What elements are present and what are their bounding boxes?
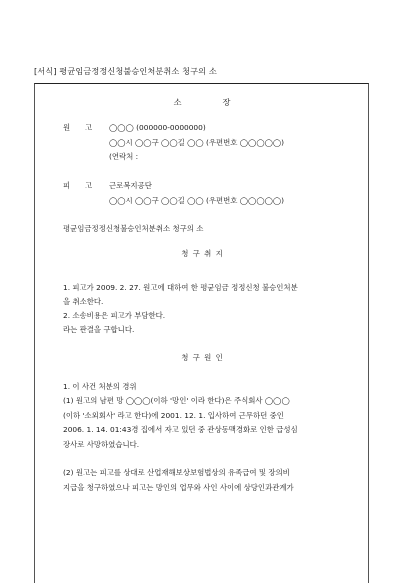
complaint-document: [34, 83, 369, 583]
title-left: 소: [173, 97, 183, 107]
claim-line-2: 을 취소한다.: [63, 297, 104, 306]
claim-line-3: 2. 소송비용은 피고가 부담한다.: [63, 311, 166, 320]
title-right: 장: [222, 97, 232, 107]
claim-line-1: 1. 피고가 2009. 2. 27. 원고에 대하여 한 평균임금 정정신청 불승인처분: [63, 283, 298, 292]
cause-para2-line-2: 지급을 청구하였으나 피고는 망인의 업무와 사인 사이에 상당인과관계가: [63, 483, 294, 492]
case-name: 평균임금정정신청불승인처분취소 청구의 소: [63, 224, 204, 233]
form-caption: [서식] 평균임금정정신청불승인처분취소 청구의 소: [34, 66, 217, 76]
cause-para1-line-4: 장사로 사망하였습니다.: [63, 440, 140, 449]
plaintiff-contact: (연락처 :: [109, 152, 139, 161]
defendant-name: 근로복지공단: [109, 181, 152, 190]
cause-subheading: 1. 이 사건 처분의 경위: [63, 382, 137, 391]
plaintiff-address: ◯◯시 ◯◯구 ◯◯길 ◯◯ (우편번호 ◯◯◯◯◯): [109, 138, 285, 147]
document-title: [35, 97, 370, 108]
cause-para1-line-1: (1) 원고의 남편 망 ◯◯◯(이하 '망인' 이라 한다)은 주식회사 ◯◯◯: [63, 396, 290, 405]
cause-para1-line-2: (이하 '소외회사' 라고 한다)에 2001. 12. 1. 입사하여 근무하던 중인: [63, 411, 284, 420]
defendant-address: ◯◯시 ◯◯구 ◯◯길 ◯◯ (우편번호 ◯◯◯◯◯): [109, 196, 285, 205]
cause-para1-line-3: 2006. 1. 14. 01:43경 집에서 자고 있던 중 관상동맥경화로 인한 급성심: [63, 425, 298, 434]
claim-line-4: 라는 판결을 구합니다.: [63, 325, 135, 334]
cause-para2-line-1: (2) 원고는 피고를 상대로 산업재해보상보험법상의 유족급여 및 장의비: [63, 468, 290, 477]
cause-heading: 청 구 원 인: [181, 353, 224, 362]
plaintiff-name: ◯◯◯ (000000-0000000): [109, 123, 206, 132]
plaintiff-label: 원 고: [63, 123, 93, 132]
defendant-label: 피 고: [63, 181, 93, 190]
claim-heading: 청 구 취 지: [181, 249, 224, 258]
